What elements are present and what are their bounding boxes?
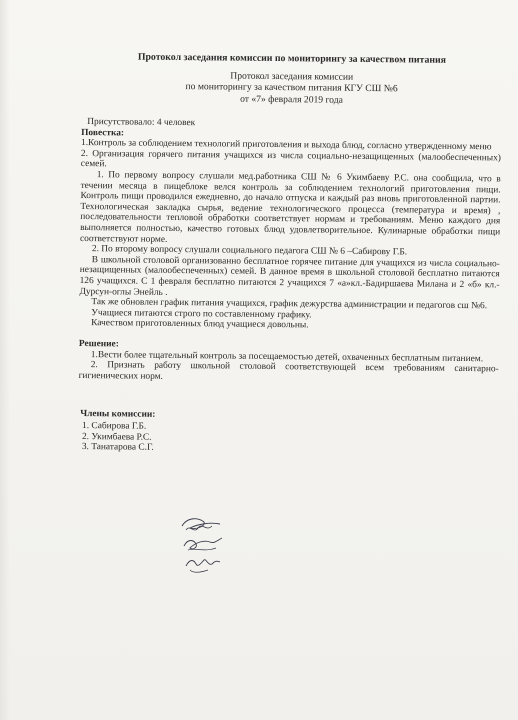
protocol-line-2: по мониторингу за качеством питания КГУ СШ №6 [185,81,398,95]
member-1: 1. Сабирова Г.Б. [82,420,147,432]
schedule-update-paragraph: Так же обновлен график питания учащихся, график дежурства администрации и педагогов сш №6. [91,297,488,312]
decision-item-1: 1.Вести более тщательный контроль за посещаемостью детей, охваченных бесплатным питанием. [90,349,484,364]
decision-item-2: 2. Признать работу школьной столовой соответствующей всем требованиям санитарно-гигиенических норм. [78,360,499,382]
agenda-heading: Повестка: [81,127,125,139]
members-heading: Члены комиссии: [80,409,156,421]
schedule-adherence-paragraph: Учащиеся питаются строго по составленному графику. [91,307,312,321]
agenda-item-2: 2. Организация горячего питания учащихся из числа социально-незащищенных (малообеспеченных) семей. [80,148,501,170]
handwritten-signatures [176,510,226,580]
protocol-line-1: Протокол заседания комиссии [230,70,354,83]
free-meals-paragraph: В школьной столовой организованно бесплатное горячее питание для учащихся из числа социально-незащищенных (малообеспеченных) семей. В данное время в школьной столовой бесплатно питаются 126 учащихся. С 1 февраля бесплатно питаются 2 учащихся 7 «а»кл.-Бадиршаева Милана и 2 «б» кл.- Дурсун-оглы Энейль . [79,254,500,298]
commission-members [78,409,498,457]
protocol-document [78,52,502,457]
scan-edge-shadow [0,0,10,720]
agenda-item-1: 1.Контроль за соблюдением технологий приготовления и выхода блюд, согласно утвержденному меню [80,138,492,153]
document-title: Протокол заседания комиссии по мониторингу за качеством питания [137,51,447,66]
first-question-paragraph: 1. По первому вопросу слушали мед.работника СШ № 6 Укимбаеву Р.С. она сообщила, что в течении месяца в пищеблоке велся контроль за соблюдением технологий приготовления пищи. Контроль пищи проводился ежедневно, до начало отпуска и каждый раз вновь приготовленной партии. Технологическая закладка сырья, ведение технологического процесса (температура и время) , последовательности тепловой обработки соответствует нормам и требованиям. Меню каждого дня выполняется полностью, качество готовых блюд удовлетворительное. Кулинарные обработки пищи соответствуют норме. [79,170,501,245]
protocol-line-3: от «7» февраля 2019 года [240,93,343,106]
member-3: 3. Танатарова С.Г. [81,442,154,453]
decision-heading: Решение: [78,338,119,350]
attendance-count: Присутствовало: 4 человек [87,117,196,129]
second-question-paragraph: 2. По второму вопросу слушали социального педагога СШ № 6 –Сабирову Г.Б. [91,244,408,258]
satisfaction-paragraph: Качеством приготовленных блюд учащиеся довольны. [91,318,309,331]
member-2: 2. Укимбаева Р.С. [81,431,152,443]
